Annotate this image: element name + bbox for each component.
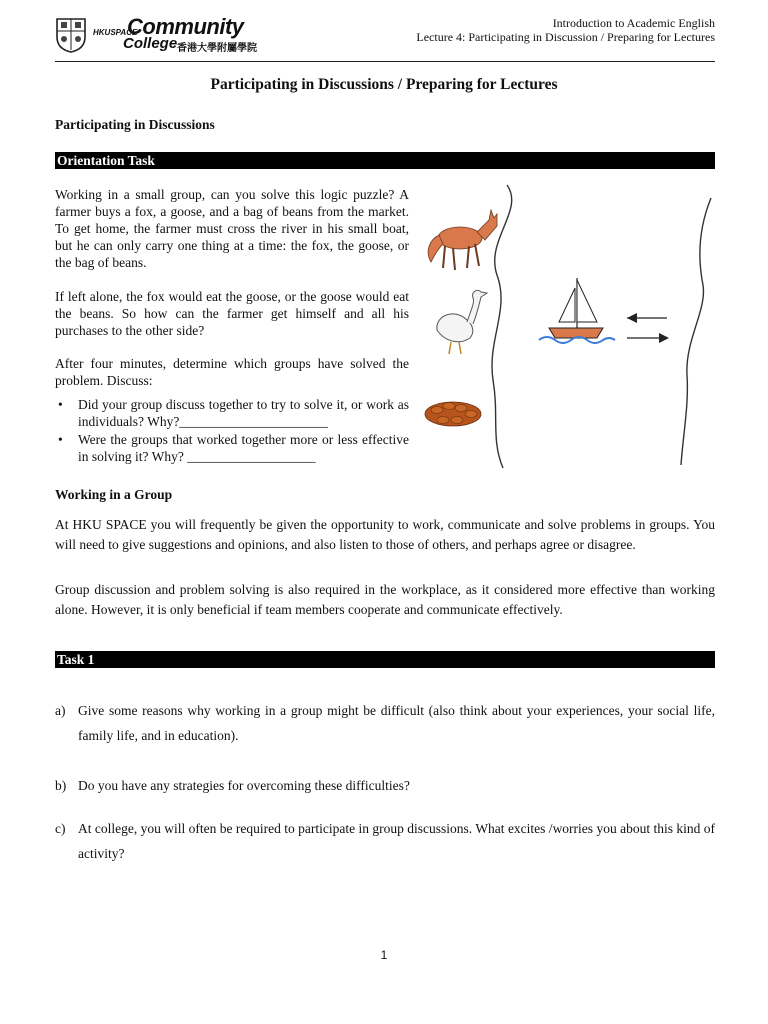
goose-icon — [437, 290, 487, 354]
orientation-para-2: If left alone, the fox would eat the goose, or the goose would eat the beans. So how can the farmer get himself and all his purchases to the other side? — [55, 289, 409, 338]
page-title: Participating in Discussions / Preparing for Lectures — [210, 76, 558, 93]
orientation-para-1: Working in a small group, can you solve this logic puzzle? A farmer buys a fox, a goose, and a bag of beans from the market. To get home, the farmer must cross the river in his small boat, but he can only carry one thing at a time: the fox, the goose, or the bag of beans. — [55, 187, 409, 270]
page-number: 1 — [380, 948, 388, 962]
logo-college-text: College — [123, 35, 178, 52]
fox-icon — [428, 210, 497, 270]
question-letter: b) — [55, 778, 67, 793]
list-item: • Were the groups that worked together more or less effective in solving it? Why? ___________________ — [55, 431, 409, 465]
question-letter: a) — [55, 703, 66, 718]
beans-icon — [425, 402, 481, 426]
question-a — [55, 698, 715, 748]
left-arrow-icon — [627, 313, 667, 323]
lecture-title: Lecture 4: Participating in Discussion / Preparing for Lectures — [416, 30, 715, 44]
section-heading: Participating in Discussions — [55, 117, 215, 132]
discussion-bullets — [55, 396, 409, 466]
list-item: • Did your group discuss together to try to solve it, or work as individuals? Why?______________________ — [55, 396, 409, 430]
question-text: At college, you will often be required to participate in group discussions. What excites /worries you about this kind of activity? — [78, 821, 715, 861]
boat-icon — [539, 278, 615, 343]
course-title: Introduction to Academic English — [552, 16, 715, 30]
crest-icon — [55, 17, 87, 53]
question-b — [55, 773, 715, 798]
right-arrow-icon — [627, 333, 669, 343]
logo-hkuspace-text: HKUSPACE — [93, 28, 138, 37]
orientation-task-bar: Orientation Task — [55, 152, 715, 169]
question-text: Do you have any strategies for overcoming these difficulties? — [78, 778, 410, 793]
working-group-para-2: Group discussion and problem solving is also required in the workplace, as it considered more effective than working alone. However, it is only beneficial if team members cooperate and communicate effectively. — [55, 582, 715, 617]
working-group-heading: Working in a Group — [55, 487, 173, 502]
logo-community-text: Community — [127, 14, 244, 39]
header-course-info — [416, 16, 715, 44]
logo-chinese-text: 香港大學附屬學院 — [177, 43, 257, 54]
page-header — [55, 16, 715, 62]
question-c — [55, 816, 715, 866]
puzzle-illustration — [415, 180, 715, 475]
working-group-para-1: At HKU SPACE you will frequently be given the opportunity to work, communicate and solve problems in groups. You will need to give suggestions and opinions, and also listen to those of others, and perhaps agree or disagree. — [55, 517, 715, 552]
task-1-bar: Task 1 — [55, 651, 715, 668]
question-text: Give some reasons why working in a group might be difficult (also think about your experiences, your social life, family life, and in education). — [78, 703, 715, 743]
college-logo — [55, 16, 285, 56]
orientation-para-3: After four minutes, determine which groups have solved the problem. Discuss: — [55, 356, 409, 388]
question-letter: c) — [55, 821, 66, 836]
